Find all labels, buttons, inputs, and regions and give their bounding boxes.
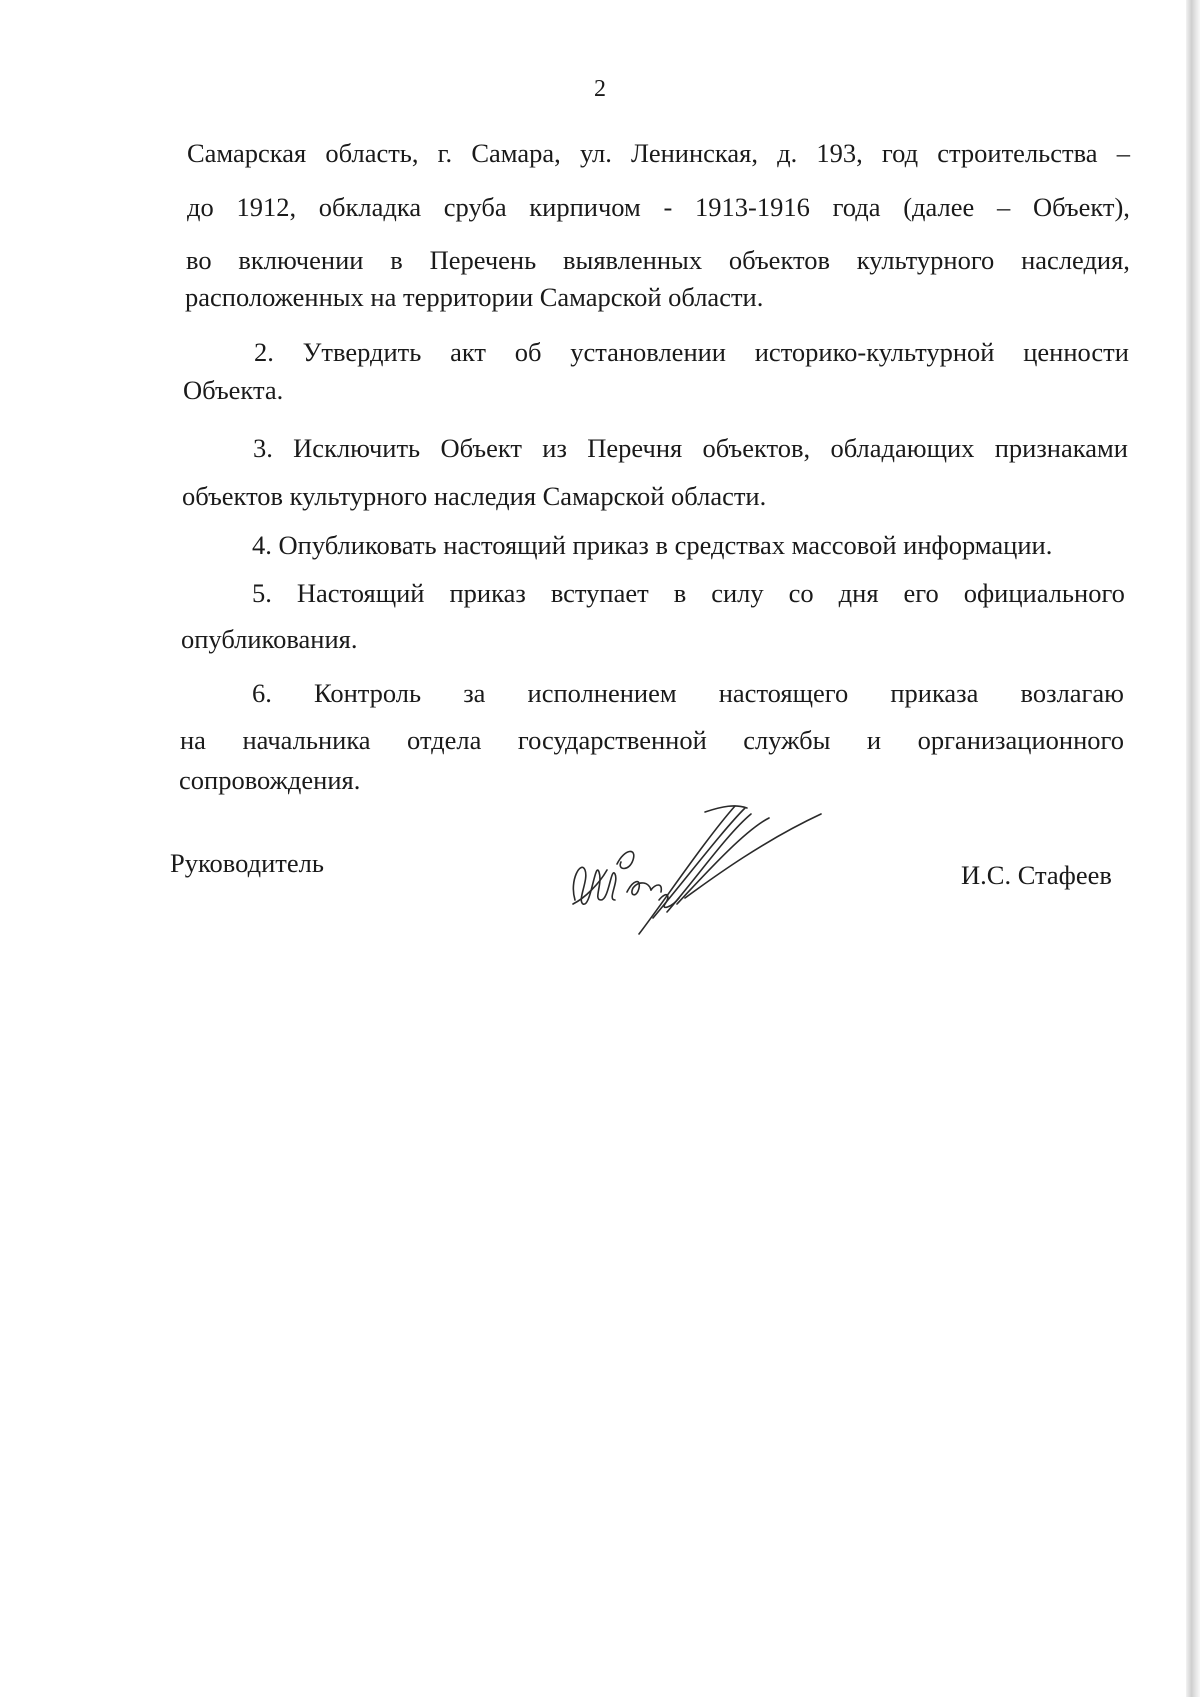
word: силу [711,578,764,608]
word: Контроль [313,678,422,708]
paragraph-line: расположенных на территории Самарской области. [185,282,764,312]
word: исполнением [527,678,677,708]
word: Самара, [471,138,561,168]
word: 6. [252,678,272,708]
word: начальника [242,725,371,755]
word: область, [325,138,419,168]
word: Исключить [293,433,421,463]
word: - [663,192,673,222]
paragraph-line [180,725,1124,755]
word: возлагаю [1020,678,1124,708]
word: в [673,578,687,608]
word: в [390,245,403,275]
word: на [180,725,206,755]
signer-name: И.С. Стафеев [961,860,1112,890]
word: кирпичом [529,192,641,222]
word: признаками [994,433,1128,463]
paragraph-line [253,433,1128,463]
word: во [186,245,212,275]
paragraph-line [187,192,1130,222]
word: 5. [252,578,272,608]
paragraph-line: Объекта. [183,375,284,405]
word: историко-культурной [754,337,995,367]
paragraph-line [254,337,1129,367]
word: – [997,192,1011,222]
word: г. [437,138,453,168]
word: отдела [407,725,482,755]
word: организационного [917,725,1124,755]
scan-edge-shadow [1186,0,1200,1697]
word: Утвердить [302,337,422,367]
word: Перечня [587,433,683,463]
word: Объект), [1032,192,1130,222]
word: включении [238,245,364,275]
word: приказа [890,678,979,708]
paragraph-line [252,578,1125,608]
word: настоящего [718,678,849,708]
paragraph-line [187,138,1130,168]
paragraph-line: опубликования. [181,624,358,654]
word: 193, [816,138,863,168]
word: Объект [440,433,522,463]
page-number: 2 [594,76,606,102]
word: до [187,192,214,222]
word: ул. [579,138,612,168]
word: 1913-1916 [695,192,810,222]
paragraph-line [252,678,1124,708]
word: года [832,192,881,222]
word: д. [777,138,798,168]
word: ценности [1023,337,1129,367]
word: его [903,578,939,608]
word: официального [963,578,1125,608]
word: об [514,337,542,367]
paragraph-line: объектов культурного наследия Самарской области. [182,481,767,511]
word: строительства [937,138,1098,168]
word: Ленинская, [631,138,758,168]
word: 1912, [236,192,297,222]
word: обладающих [830,433,975,463]
paragraph-line: сопровождения. [179,765,361,795]
word: культурного [856,245,995,275]
word: приказ [449,578,526,608]
word: объектов, [702,433,811,463]
word: дня [838,578,879,608]
paragraph-line [186,245,1130,275]
word: выявленных [563,245,703,275]
word: Самарская [187,138,307,168]
word: год [881,138,919,168]
word: и [866,725,882,755]
word: со [788,578,814,608]
word: объектов [728,245,830,275]
word: вступает [550,578,649,608]
word: государственной [517,725,707,755]
word: установлении [570,337,726,367]
word: за [463,678,486,708]
word: наследия, [1021,245,1130,275]
handwritten-signature [555,800,825,940]
word: Перечень [429,245,537,275]
word: акт [450,337,486,367]
word: сруба [443,192,507,222]
word: – [1116,138,1130,168]
word: службы [743,725,831,755]
word: 2. [254,337,274,367]
word: обкладка [318,192,422,222]
word: 3. [253,433,273,463]
word: из [542,433,567,463]
position-title: Руководитель [170,848,324,878]
word: Настоящий [296,578,425,608]
word: (далее [903,192,975,222]
paragraph-line: 4. Опубликовать настоящий приказ в средствах массовой информации. [252,530,1053,560]
